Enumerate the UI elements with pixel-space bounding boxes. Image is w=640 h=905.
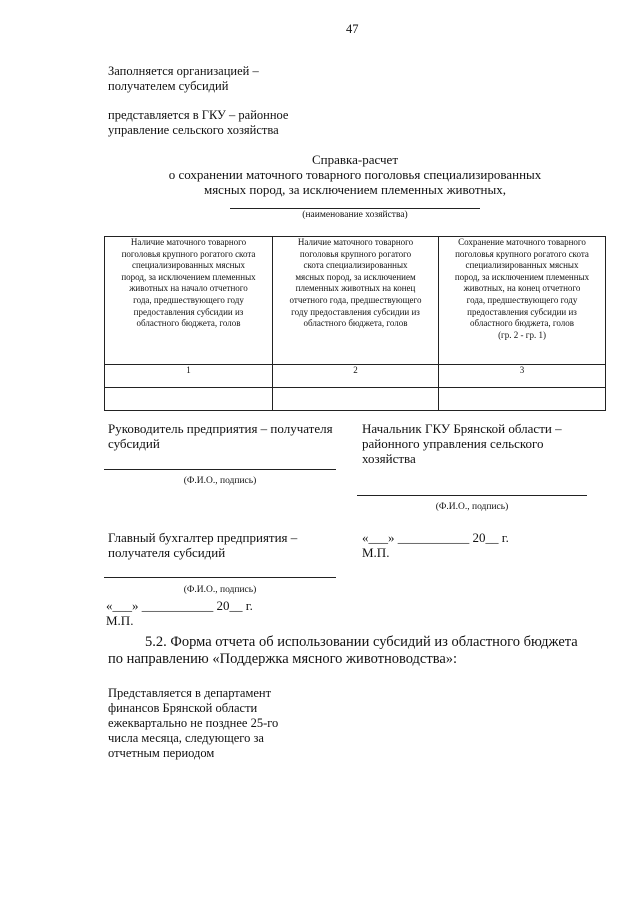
header-text-line: областного бюджета, голов [136,318,241,329]
header-text-line: Наличие маточного товарного [130,237,247,247]
header-text-line: племенных животных на конец [295,283,416,294]
table-data-row [105,388,606,411]
bottom-note-line: Представляется в департамент [108,686,272,700]
header-text-line: поголовья крупного рогатого [299,248,412,259]
section-heading-line: 5.2. Форма отчета об использовании субсидий из областного бюджета [145,634,578,650]
bottom-note [108,686,278,761]
submitted-note-line: представляется в ГКУ – районное [108,108,289,122]
header-text-line: специализированных мясных [465,260,579,271]
accountant-signatory [108,530,297,560]
accountant-line: Главный бухгалтер предприятия – [108,530,298,545]
head-right-line: районного управления сельского [362,436,544,451]
header-text-line: животных на начало отчетного [129,283,248,294]
header-text-line: году предоставления субсидии из [291,306,420,317]
header-text-line: поголовья крупного рогатого скота [455,248,589,259]
header-text-line: Наличие маточного товарного [297,237,414,247]
header-text-line: Сохранение маточного товарного [458,237,586,247]
farm-name-caption: (наименование хозяйства) [302,210,408,220]
head-right-line: Начальник ГКУ Брянской области – [362,421,562,436]
header-text-line: предоставления субсидии из [467,306,577,317]
header-text-line: поголовья крупного рогатого скота [121,248,256,259]
submitted-note [108,108,288,138]
bottom-note-line: ежеквартально не позднее 25-го [108,716,279,730]
accountant-line: получателя субсидий [108,545,226,560]
table-header-cell [105,237,273,365]
submitted-note-line: управление сельского хозяйства [108,123,279,137]
form-title-line: Справка-расчет [311,152,399,167]
header-text-line: областного бюджета, голов [470,318,574,329]
top-note-line: Заполняется организацией – [108,64,259,78]
calculation-table [104,236,606,411]
farm-name-line [230,208,480,209]
head-right-line: хозяйства [362,451,416,466]
section-heading-line: по направлению «Поддержка мясного животноводства»: [108,651,458,667]
head-left-line: субсидий [108,436,160,451]
header-text-line: пород, за исключением племенных [121,271,256,282]
table-cell [105,388,273,411]
right-date-block [362,530,509,560]
table-header-row [105,237,606,365]
page-number: 47 [346,22,359,36]
table-cell [273,388,439,411]
form-title [120,152,590,197]
header-text-line: (гр. 2 - гр. 1) [498,329,546,340]
table-number-row [105,365,606,388]
header-text-line: предоставления субсидии из [133,306,244,317]
header-text-line: пород, за исключением племенных [454,271,590,282]
header-text-line: животных, на конец отчетного [463,283,581,294]
section-heading [108,634,618,668]
head-left-sign-line [104,469,336,470]
head-left-line: Руководитель предприятия – получателя [108,421,333,436]
form-title-line: о сохранении маточного товарного поголовья специализированных [168,167,542,182]
table-header-cell [439,237,606,365]
accountant-sign-caption: (Ф.И.О., подпись) [183,585,257,595]
bottom-note-line: отчетным периодом [108,746,215,760]
top-note [108,64,259,94]
header-text-line: мясных пород, за исключением [295,271,416,282]
column-number: 2 [273,365,439,388]
stamp-label: М.П. [362,545,390,560]
header-text-line: отчетного года, предшествующего [289,294,422,305]
header-text-line: специализированных мясных [132,260,245,271]
top-note-line: получателем субсидий [108,79,229,93]
bottom-note-line: числа месяца, следующего за [108,731,264,745]
header-text-line: областного бюджета, голов [303,318,408,329]
stamp-label: М.П. [106,613,134,628]
accountant-sign-line [104,577,336,578]
head-right-sign-line [357,495,587,496]
header-text-line: года, предшествующего году [133,294,244,305]
head-right-signatory [362,421,562,466]
column-number: 1 [105,365,273,388]
left-date-block [106,598,253,628]
table-header-cell [273,237,439,365]
bottom-note-line: финансов Брянской области [108,701,258,715]
head-right-sign-caption: (Ф.И.О., подпись) [435,502,509,512]
header-text-line: года, предшествующего году [466,294,578,305]
head-left-sign-caption: (Ф.И.О., подпись) [183,476,257,486]
date-line: «___» ___________ 20__ г. [106,598,253,613]
form-title-line: мясных пород, за исключением племенных животных, [203,182,507,197]
date-line: «___» ___________ 20__ г. [362,530,509,545]
table-cell [439,388,606,411]
head-left-signatory [108,421,333,451]
column-number: 3 [439,365,606,388]
header-text-line: скота специализированных [303,260,408,271]
